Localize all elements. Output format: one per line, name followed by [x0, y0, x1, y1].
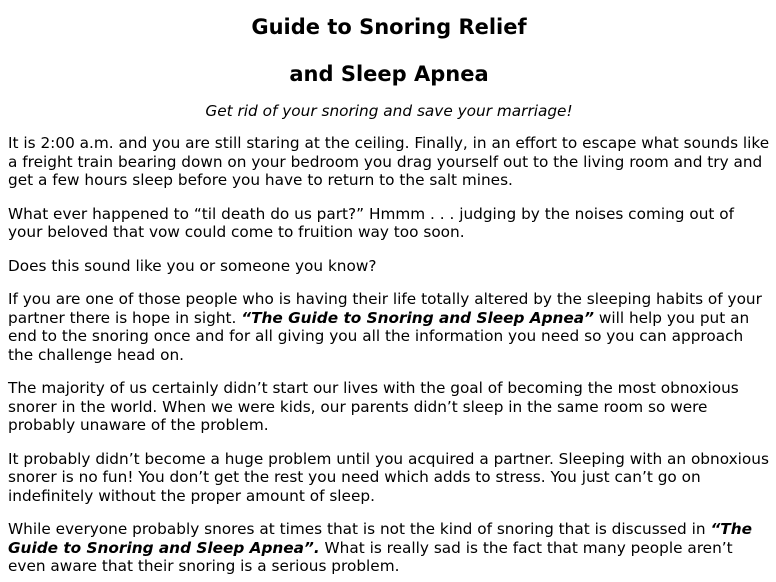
- paragraph-5: The majority of us certainly didn’t start our lives with the goal of becoming the most obnoxious snorer in the world. When we were kids, our parents didn’t sleep in the same room so were probably unaware of the problem.: [8, 379, 739, 434]
- paragraph-4: [8, 290, 770, 364]
- book-title-emphasis-2: “The Guide to Snoring and Sleep Apnea”.: [8, 520, 753, 557]
- paragraph-2: What ever happened to “til death do us part?” Hmmm . . . judging by the noises coming out of your beloved that vow could come to fruition way too soon.: [8, 204, 735, 241]
- document-title-line1: Guide to Snoring Relief: [251, 15, 527, 39]
- paragraph-6: It probably didn’t become a huge problem until you acquired a partner. Sleeping with an obnoxious snorer is no fun! You don’t get the rest you need which adds to stress. You just can’t go on indefinitely without the proper amount of sleep.: [8, 449, 769, 505]
- document-subtitle: Get rid of your snoring and save your marriage!: [205, 102, 573, 120]
- paragraph-7-text-end: What is really sad is the fact that many people aren’t even aware that their snoring is a serious problem.: [8, 538, 733, 575]
- paragraph-7: [8, 520, 770, 576]
- paragraph-7-text-start: While everyone probably snores at times that is not the kind of snoring that is discussed in: [8, 520, 711, 538]
- paragraph-3: Does this sound like you or someone you know?: [8, 256, 377, 275]
- paragraph-1: It is 2:00 a.m. and you are still staring at the ceiling. Finally, in an effort to escape what sounds like a freight train bearing down on your bedroom you drag yourself out to the living room and try and get a few hours sleep before you have to return to the salt mines.: [8, 134, 770, 189]
- paragraph-4-text-end: will help you put an end to the snoring once and for all giving you all the information you need so you can approach the challenge head on.: [8, 308, 750, 364]
- document-title-line2: and Sleep Apnea: [289, 62, 489, 86]
- paragraph-4-text-start: If you are one of those people who is having their life totally altered by the sleeping habits of your partner there is hope in sight.: [8, 290, 762, 327]
- book-title-emphasis: “The Guide to Snoring and Sleep Apnea”: [241, 308, 594, 327]
